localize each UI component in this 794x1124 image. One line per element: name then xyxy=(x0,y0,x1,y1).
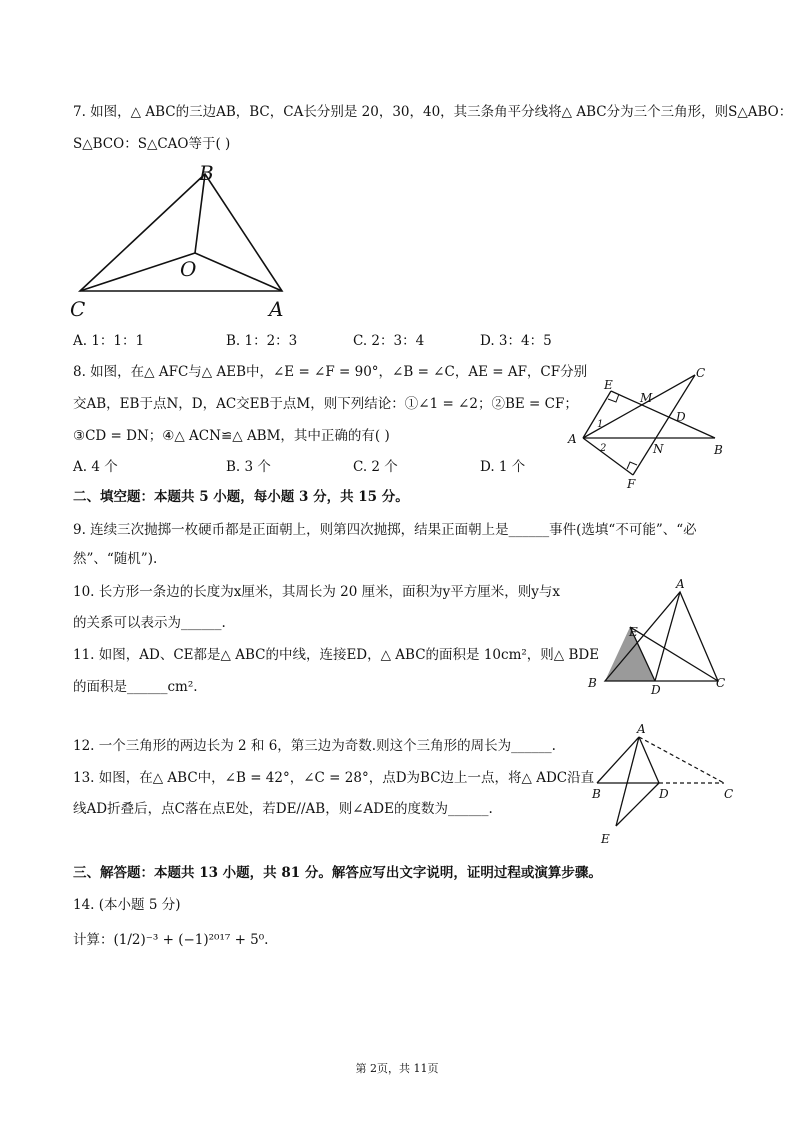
q7-label-a: A xyxy=(269,297,284,321)
q13-label-d: D xyxy=(659,787,669,801)
q13-label-e: E xyxy=(601,832,610,846)
q8-line1: 8. 如图，在△ AFC与△ AEB中，∠E = ∠F = 90°，∠B = ∠C，AE = AF，CF分别 xyxy=(73,364,588,380)
q8-line2: 交AB，EB于点N，D，AC交EB于点M，则下列结论：①∠1 = ∠2；②BE = CF； xyxy=(73,396,578,412)
q9-line2: 然”、“随机”). xyxy=(73,551,158,567)
q8-figure xyxy=(565,365,735,490)
q12-line1: 12. 一个三角形的两边长为 2 和 6，第三边为奇数.则这个三角形的周长为______. xyxy=(73,738,556,754)
q8-label-e: E xyxy=(604,378,613,392)
q7-line1: 7. 如图，△ ABC的三边AB，BC，CA长分别是 20，30，40，其三条角平分线将△ ABC分为三个三角形，则S△ABO： xyxy=(73,104,793,120)
q8-label-b: B xyxy=(714,443,723,457)
q8-label-f: F xyxy=(627,477,636,491)
q7-option-c: C. 2：3：4 xyxy=(353,333,425,349)
q7-figure-triangle-abc xyxy=(70,160,293,321)
q7-option-d: D. 3：4：5 xyxy=(480,333,552,349)
q13-label-a: A xyxy=(637,722,646,736)
q8-label-a: A xyxy=(568,432,577,446)
q13-label-b: B xyxy=(592,787,601,801)
q7-option-a: A. 1：1：1 xyxy=(73,333,145,349)
q8-option-a: A. 4 个 xyxy=(73,459,118,475)
q11-figure xyxy=(585,575,735,695)
q13-figure xyxy=(588,722,738,847)
q9-line1: 9. 连续三次抛掷一枚硬币都是正面朝上，则第四次抛掷，结果正面朝上是______事件(选填“不可能”、“必 xyxy=(73,522,697,538)
q11-label-e: E xyxy=(629,625,638,639)
q11-line1: 11. 如图，AD、CE都是△ ABC的中线，连接ED，△ ABC的面积是 10cm²，则△ BDE xyxy=(73,647,600,663)
q11-label-a: A xyxy=(676,577,685,591)
q8-line3: ③CD = DN；④△ ACN≌△ ABM，其中正确的有( ) xyxy=(73,428,390,444)
q7-label-b: B xyxy=(199,161,214,185)
q8-option-c: C. 2 个 xyxy=(353,459,398,475)
q11-line2: 的面积是______cm². xyxy=(73,679,198,695)
q8-label-1: 1 xyxy=(597,419,604,430)
page-footer: 第 2页，共 11页 xyxy=(355,1062,439,1075)
section3-heading: 三、解答题：本题共 13 小题，共 81 分。解答应写出文字说明，证明过程或演算步骤。 xyxy=(73,865,602,881)
q11-label-d: D xyxy=(651,683,661,697)
q7-line2: S△BCO：S△CAO等于( ) xyxy=(73,136,231,152)
q8-label-m: M xyxy=(640,391,653,405)
q7-option-b: B. 1：2：3 xyxy=(226,333,298,349)
q8-label-c: C xyxy=(696,366,706,380)
q8-label-d: D xyxy=(676,410,686,424)
q11-label-b: B xyxy=(588,676,597,690)
q8-label-n: N xyxy=(653,442,664,456)
section2-heading: 二、填空题：本题共 5 小题，每小题 3 分，共 15 分。 xyxy=(73,489,409,505)
q13-line2: 线AD折叠后，点C落在点E处，若DE//AB，则∠ADE的度数为______. xyxy=(73,801,493,817)
q8-label-2: 2 xyxy=(600,443,607,454)
q13-label-c: C xyxy=(724,787,734,801)
q13-line1: 13. 如图，在△ ABC中，∠B = 42°，∠C = 28°，点D为BC边上一点，将△ ADC沿直 xyxy=(73,770,595,786)
q7-label-o: O xyxy=(180,257,197,281)
q11-label-c: C xyxy=(716,676,726,690)
q10-line2: 的关系可以表示为______. xyxy=(73,615,226,631)
q8-option-d: D. 1 个 xyxy=(480,459,526,475)
q8-option-b: B. 3 个 xyxy=(226,459,271,475)
q14-title: 14. (本小题 5 分) xyxy=(73,897,181,913)
q7-label-c: C xyxy=(70,297,86,321)
q14-expression: 计算：(1/2)⁻³ + (−1)²⁰¹⁷ + 5⁰. xyxy=(73,932,269,948)
q10-line1: 10. 长方形一条边的长度为x厘米，其周长为 20 厘米，面积为y平方厘米，则y与x xyxy=(73,584,561,600)
